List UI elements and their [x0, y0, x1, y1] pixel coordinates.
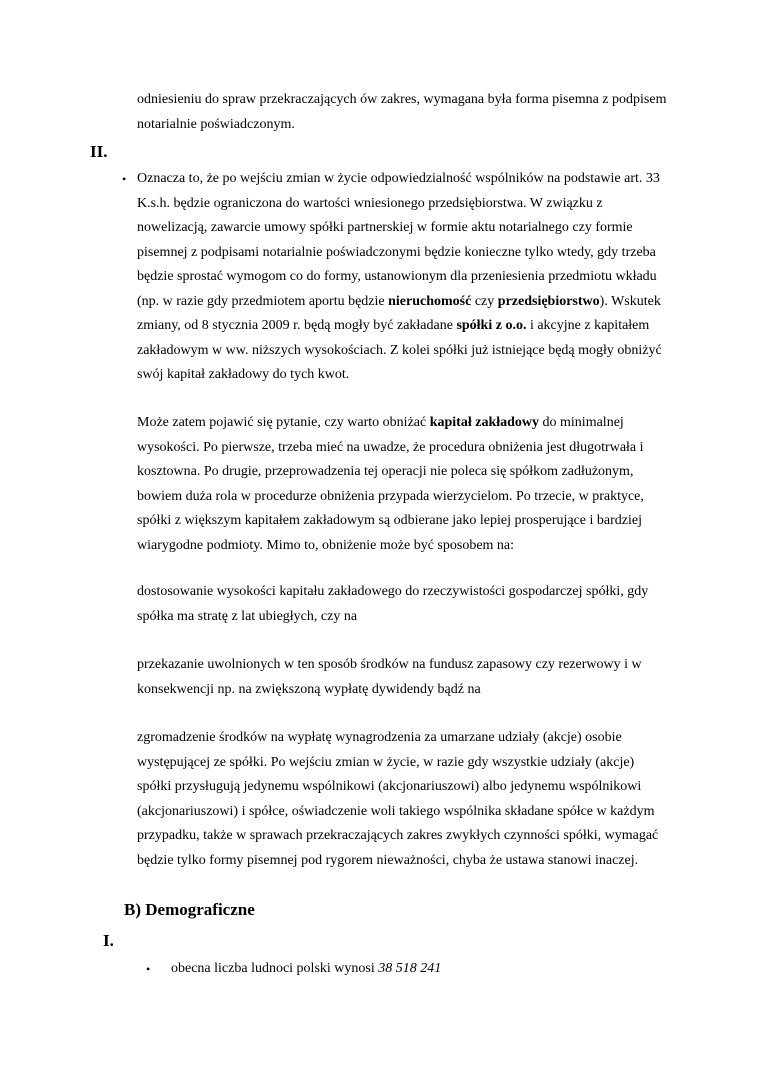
text-line: odniesieniu do spraw przekraczających ów zakres, wymagana była forma pisemna z podpisem [137, 92, 667, 107]
population-value: 38 518 241 [378, 961, 442, 976]
text-line: notarialnie poświadczonym. [137, 116, 295, 132]
text-fragment: ). Wskutek [599, 293, 661, 309]
text-line: bowiem duża rola w procedurze obniżenia przypada wierzycielom. Po trzecie, w praktyce, [137, 488, 644, 504]
text-line: spółka ma stratę z lat ubiegłych, czy na [137, 608, 358, 624]
text-line: przekazanie uwolnionych w ten sposób środków na fundusz zapasowy czy rezerwowy i w [137, 657, 642, 672]
text-line: nowelizacją, zawarcie umowy spółki partnerskiej w formie aktu notarialnego czy formie [137, 220, 633, 235]
section-b-heading: B) Demograficzne [124, 900, 255, 919]
kapital-paragraph [137, 411, 697, 558]
text-fragment: zmiany, od 8 stycznia 2009 r. będą mogły być zakładane [137, 318, 457, 333]
bullet-icon: • [146, 962, 151, 976]
text-line: dostosowanie wysokości kapitału zakładowego do rzeczywistości gospodarczej spółki, gdy [137, 584, 649, 599]
text-line: Oznacza to, że po wejściu zmian w życie odpowiedzialność wspólników na podstawie art. 33 [137, 171, 660, 186]
bullet-paragraph [137, 167, 697, 388]
text-line: spółki z większym kapitałem zakładowym są odbierane jako lepiej prosperujące i bardziej [137, 513, 642, 528]
text-line: będzie sprostać wymogom co do formy, ustanowionym dla przeniesienia przedmiotu wkładu [137, 269, 657, 284]
text-fragment: Może zatem pojawić się pytanie, czy warto obniżać [137, 415, 430, 430]
bold-term-kapital: kapitał zakładowy [429, 415, 540, 430]
text-line [137, 318, 649, 333]
text-fragment: (np. w razie gdy przedmiotem aportu będzie [137, 293, 389, 309]
section-ii-heading: II. [90, 142, 108, 161]
text-line: kosztowna. Po drugie, przeprowadzenia tej operacji nie poleca się spółkom zadłużonym, [137, 464, 634, 479]
population-text: obecna liczba ludnoci polski wynosi [171, 961, 379, 976]
text-fragment: czy [471, 293, 498, 309]
text-fragment: do minimalnej [539, 415, 624, 430]
text-line: wiarygodne podmioty. Mimo to, obniżenie może być sposobem na: [137, 537, 515, 553]
text-line: swój kapitał zakładowy do tych kwot. [137, 367, 350, 382]
bold-term-spolki: spółki z o.o. [456, 318, 527, 333]
bullet-icon: • [122, 172, 127, 186]
dostosowanie-paragraph [137, 580, 697, 629]
section-i-heading: I. [103, 931, 114, 950]
text-line: występującej ze spółki. Po wejściu zmian w życie, w razie gdy wszystkie udziały (akcje) [137, 754, 635, 770]
continuation-paragraph [137, 88, 697, 137]
przekazanie-paragraph [137, 653, 697, 702]
text-line: zgromadzenie środków na wypłatę wynagrodzenia za umarzane udziały (akcje) osobie [137, 730, 622, 745]
text-line [137, 415, 624, 430]
text-line: przypadku, także w sprawach przekraczających zakres zwykłych czynności spółki, wymagać [137, 828, 659, 843]
text-line [137, 294, 661, 309]
text-line: zakładowym w ww. niższych wysokościach. Z kolei spółki już istniejące będą mogły obniżyć [137, 342, 662, 358]
text-line: K.s.h. będzie ograniczona do wartości wniesionego przedsiębiorstwa. W związku z [137, 195, 603, 211]
text-fragment: i akcyjne z kapitałem [526, 318, 650, 333]
text-line: (akcjonariuszowi) i spółce, oświadczenie woli takiego wspólnika składane spółce w każdym [137, 803, 655, 819]
text-line: wysokości. Po pierwsze, trzeba mieć na uwadze, że procedura obniżenia jest długotrwała i [137, 439, 644, 455]
bold-term-nieruchomosc: nieruchomość [388, 293, 472, 309]
zgromadzenie-paragraph [137, 726, 697, 873]
text-line: pisemnej z podpisami notarialnie poświadczonymi będzie konieczne tylko wtedy, gdy trzeba [137, 244, 656, 260]
text-line: spółki przysługują jedynemu wspólnikowi (akcjonariuszowi) albo jedynemu wspólnikowi [137, 779, 642, 794]
text-line: będzie tylko formy pisemnej pod rygorem nieważności, chyba że ustawa stanowi inaczej. [137, 852, 639, 868]
text-line: konsekwencji np. na zwiększoną wypłatę dywidendy bądź na [137, 681, 481, 697]
bold-term-przedsiebiorstwo: przedsiębiorstwo [497, 293, 600, 309]
population-bullet-item [171, 957, 691, 982]
